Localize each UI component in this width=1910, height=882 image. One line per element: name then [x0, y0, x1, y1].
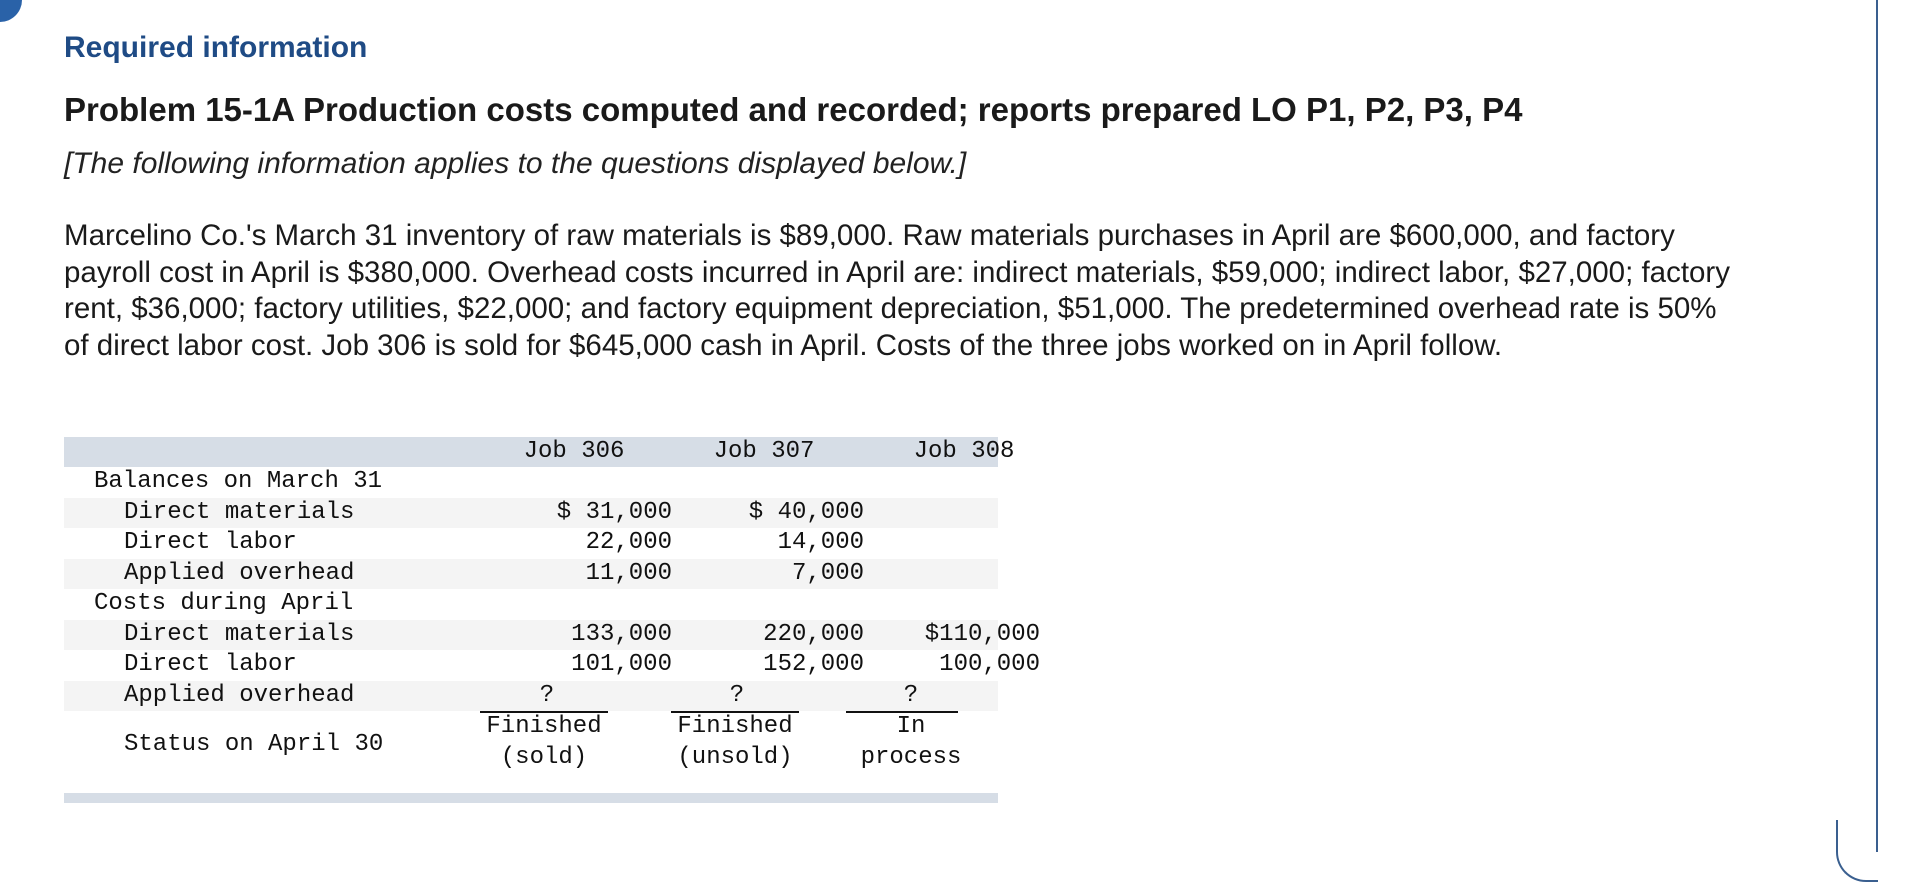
- job-307-value: 14,000: [777, 529, 864, 556]
- column-header-job-306: Job 306: [523, 438, 625, 465]
- required-info-heading: Required information: [64, 31, 368, 64]
- job-306-value: $ 31,000: [556, 498, 672, 526]
- job-307-value: $ 40,000: [748, 498, 864, 526]
- problem-paragraph: Marcelino Co.'s March 31 inventory of raw materials is $89,000. Raw materials purchases in April are $600,000, and factory payroll cost in April is $380,000. Overhead costs incurred in April are: indirect materials, $59,000; indirect labor, $27,000; factory rent, $36,000; factory utilities, $22,000; and factory equipment depreciation, $51,000. The predetermined overhead rate is 50% of direct labor cost. Job 306 is sold for $645,000 cash in April. Costs of the three jobs worked on in April follow.: [64, 219, 1731, 362]
- frame-corner: [1836, 820, 1878, 882]
- status-label: Status on April 30: [124, 731, 384, 758]
- problem-title: Problem 15-1A Production costs computed and recorded; reports prepared LO P1, P2, P3, P4: [64, 91, 1523, 128]
- table-row: [64, 528, 998, 559]
- job-306-status: [480, 711, 608, 773]
- section-label-april-costs: Costs during April: [94, 590, 354, 617]
- table-row: [64, 498, 998, 529]
- row-label: Applied overhead: [124, 681, 355, 709]
- row-label: Direct materials: [124, 498, 355, 526]
- job-308-status: [846, 711, 976, 773]
- job-306-value: 11,000: [585, 559, 672, 587]
- status-line: process: [860, 744, 962, 771]
- table-footer-bar: [64, 793, 998, 803]
- column-header-job-307: Job 307: [713, 438, 815, 465]
- section-label-row: [64, 589, 998, 620]
- section-label-march-balances: Balances on March 31: [94, 468, 383, 495]
- job-cost-table: [64, 437, 1040, 803]
- job-306-value: 22,000: [585, 529, 672, 556]
- status-line: (sold): [500, 744, 588, 771]
- row-label: Applied overhead: [124, 559, 355, 587]
- section-label-row: [64, 467, 998, 498]
- column-header-job-308: Job 308: [913, 438, 1015, 465]
- job-308-value: $110,000: [924, 620, 1040, 648]
- job-307-value: 220,000: [763, 620, 864, 648]
- corner-badge: [0, 0, 22, 22]
- status-line: In: [896, 713, 926, 740]
- row-label: Direct labor: [124, 529, 297, 556]
- table-row: [64, 681, 998, 712]
- frame-border: [1876, 0, 1878, 852]
- problem-content: [64, 28, 1744, 364]
- job-307-value: ?: [729, 681, 745, 709]
- table-row: [64, 650, 1040, 681]
- job-306-value: ?: [539, 681, 555, 709]
- table-row: [64, 559, 998, 590]
- row-label: Direct labor: [124, 651, 297, 678]
- job-307-value: 152,000: [763, 651, 864, 678]
- job-306-value: 133,000: [571, 620, 672, 648]
- job-307-status: [671, 711, 799, 773]
- job-307-value: 7,000: [791, 559, 864, 587]
- status-row: [64, 711, 998, 779]
- job-308-value: 100,000: [939, 651, 1040, 678]
- job-308-value: ?: [903, 681, 919, 709]
- status-line: Finished: [486, 713, 602, 740]
- status-line: Finished: [677, 713, 793, 740]
- job-306-value: 101,000: [571, 651, 672, 678]
- info-note: [The following information applies to the questions displayed below.]: [64, 147, 967, 180]
- table-header-row: [64, 437, 1015, 467]
- table-row: [64, 620, 1040, 651]
- row-label: Direct materials: [124, 620, 355, 648]
- status-line: (unsold): [677, 744, 793, 771]
